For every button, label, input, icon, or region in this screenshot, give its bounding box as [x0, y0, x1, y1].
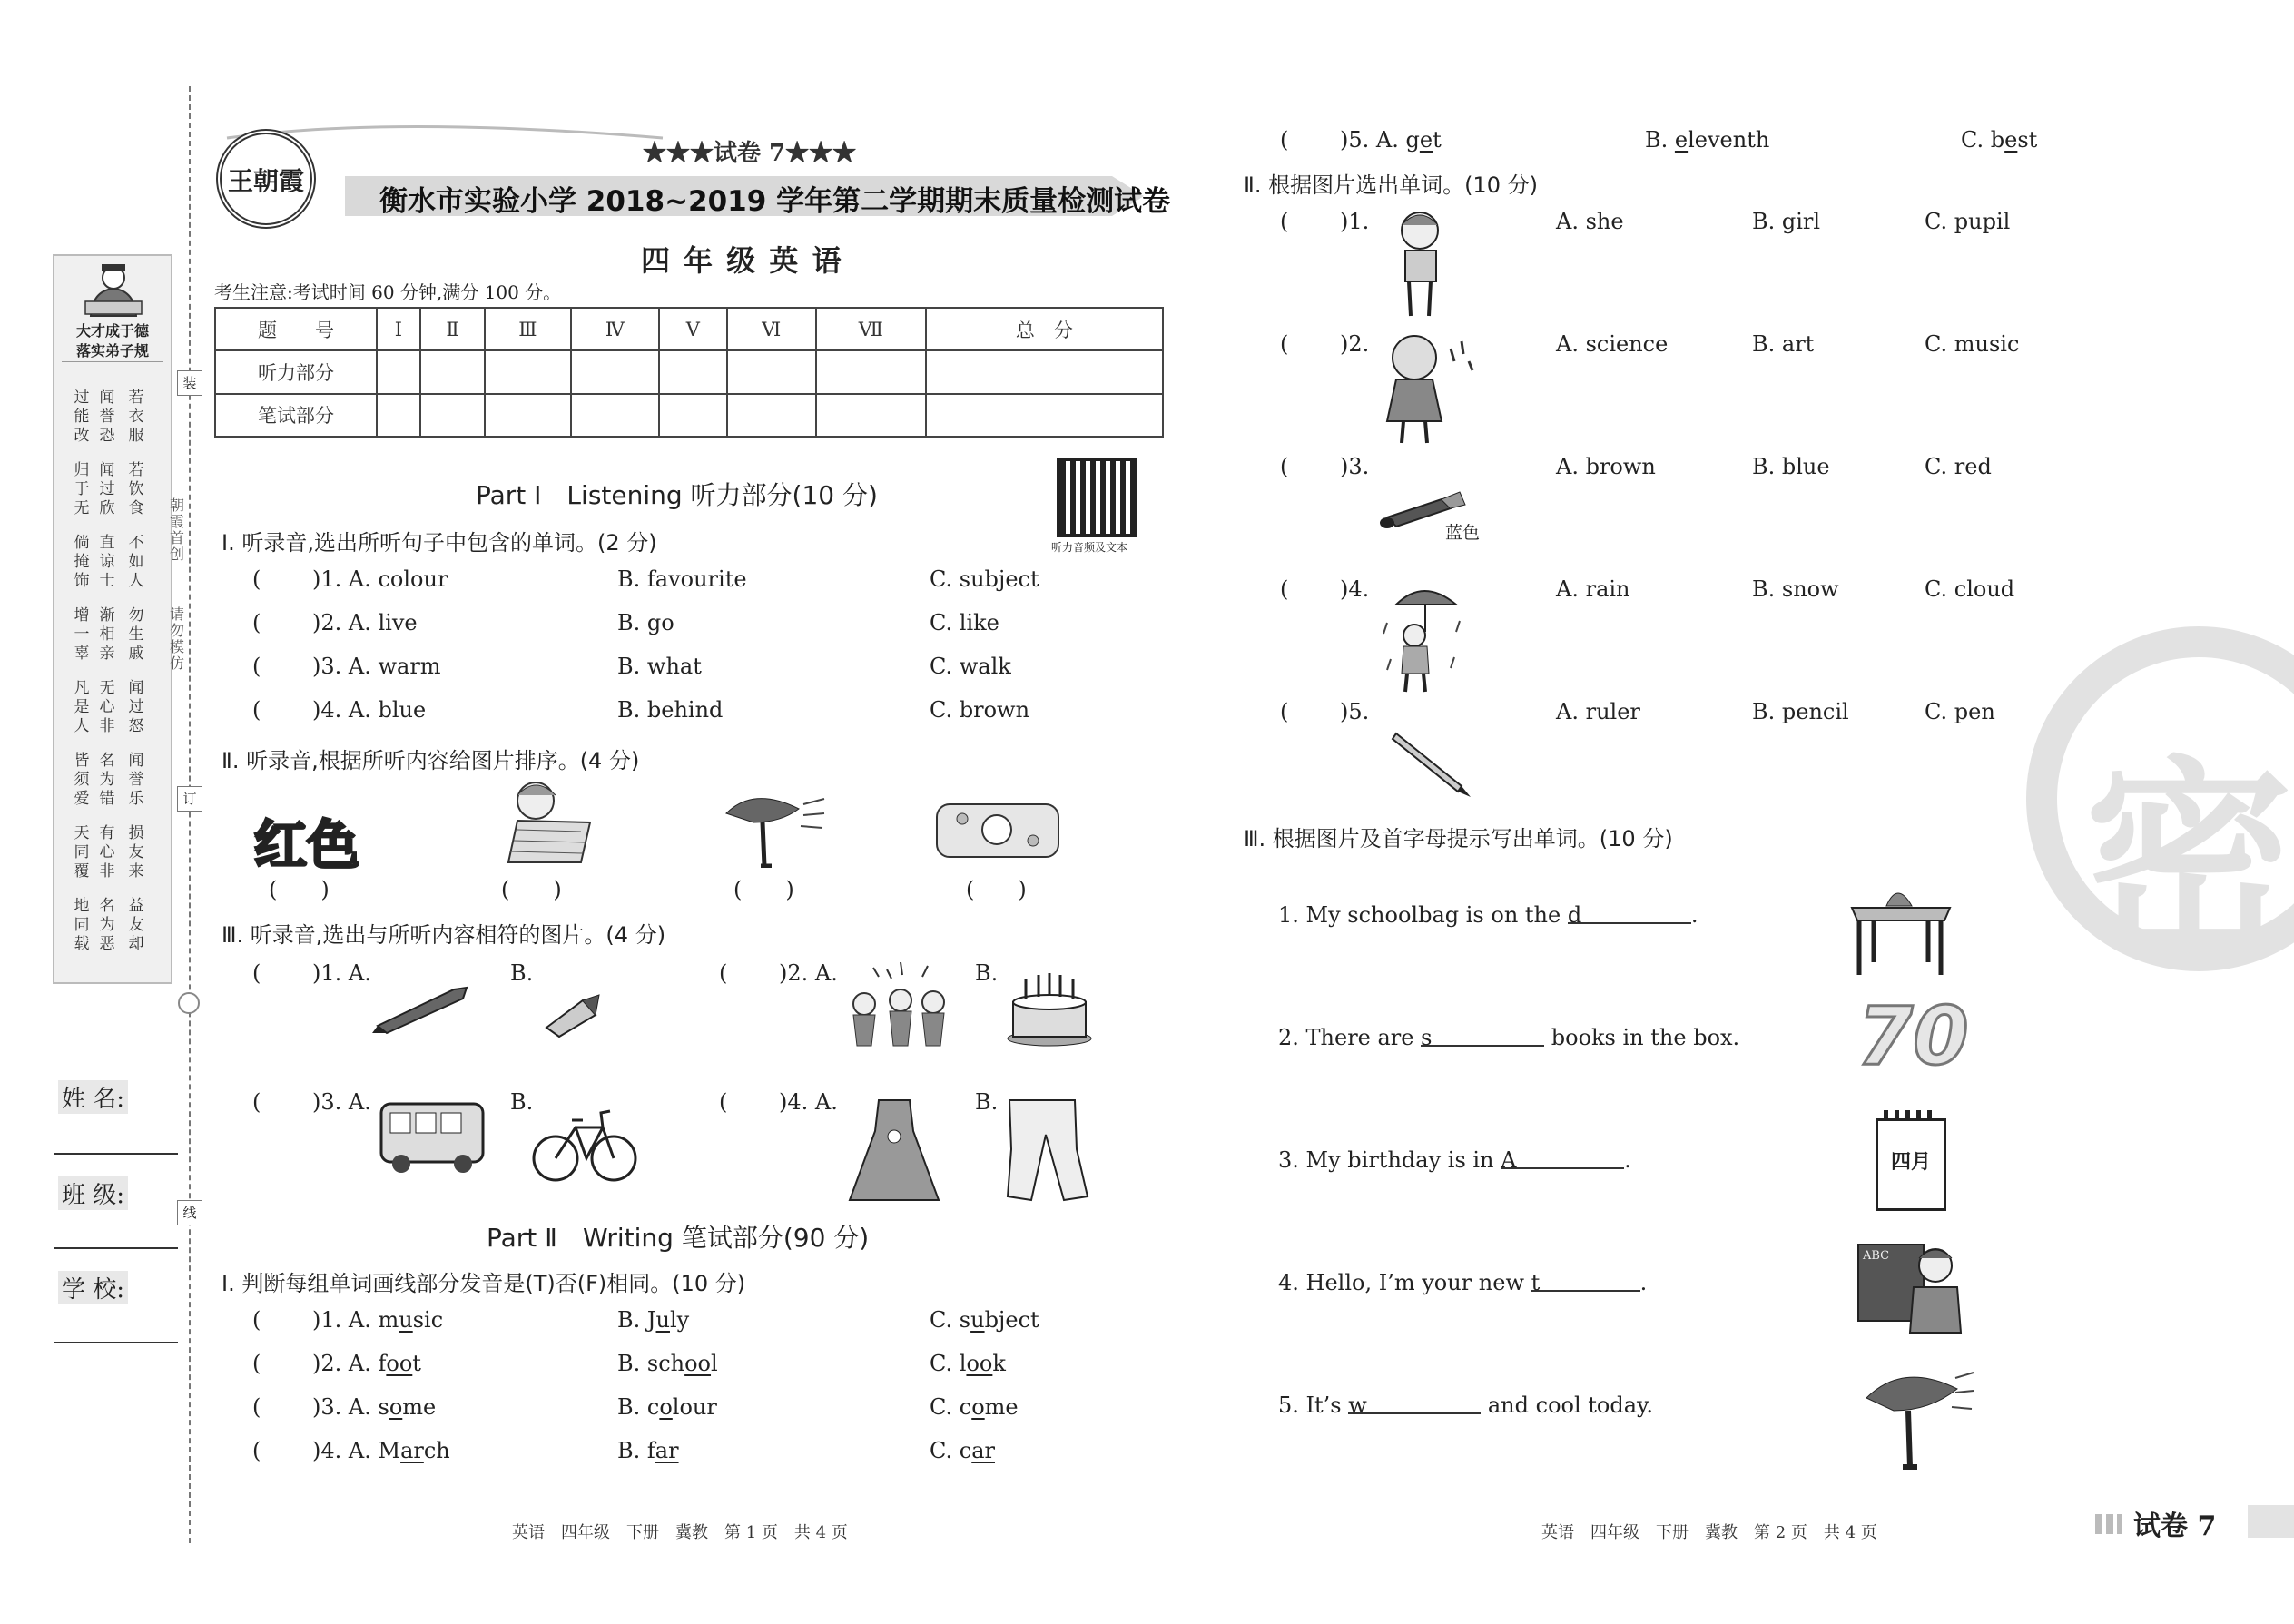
- calendar-pic: [1876, 1118, 1946, 1211]
- sentence-end: and cool today.: [1481, 1393, 1654, 1418]
- option-b: [1645, 127, 1769, 153]
- option-number: )3. A.: [312, 1394, 379, 1420]
- girl-pupil-pic: [1389, 205, 1452, 320]
- paper-tag-bar: [2248, 1505, 2294, 1538]
- sentence-start: 3. My birthday is in: [1278, 1147, 1501, 1173]
- score-cell[interactable]: [659, 350, 727, 393]
- option-number: )2. A.: [312, 1351, 379, 1376]
- poem-column: 勿生戚: [128, 606, 144, 663]
- answer-bracket[interactable]: (: [252, 610, 261, 635]
- word-part: g: [1405, 127, 1420, 153]
- sentence-start: 5. It’s: [1278, 1393, 1349, 1418]
- exam-title: 衡水市实验小学 2018~2019 学年第二学期期末质量检测试卷: [379, 185, 1171, 218]
- underlined-sound: oo: [966, 1351, 993, 1376]
- word-part: B. f: [617, 1438, 655, 1463]
- sentence-end: .: [1624, 1147, 1631, 1173]
- option-c: [1961, 127, 2037, 153]
- poem-column: 益友却: [128, 897, 144, 953]
- score-cell[interactable]: [816, 394, 926, 437]
- word-part: B. sch: [617, 1351, 685, 1376]
- poem-column: 名为恶: [99, 897, 115, 953]
- option-b: B. girl: [1752, 209, 1821, 234]
- score-cell[interactable]: [485, 350, 571, 393]
- p2s2-title: Ⅱ. 根据图片选出单词。(10 分): [1244, 172, 1538, 198]
- fill-in-sentence: [1278, 1147, 1631, 1173]
- option-b: B. favourite: [617, 566, 747, 592]
- paper-badge: ★★★试卷 7★★★: [643, 140, 857, 167]
- question-number: )1.: [1340, 209, 1370, 234]
- word-part: C. c: [930, 1438, 972, 1463]
- poem-column: 损友来: [128, 824, 144, 881]
- score-cell[interactable]: [926, 394, 1163, 437]
- score-header-cell: 题 号: [215, 308, 377, 350]
- p2s1-title: Ⅰ. 判断每组单词画线部分发音是(T)否(F)相同。(10 分): [222, 1271, 746, 1296]
- score-cell[interactable]: [816, 350, 926, 393]
- answer-bracket[interactable]: (: [1280, 209, 1289, 234]
- order-bracket-3[interactable]: ( ): [733, 877, 794, 902]
- score-cell[interactable]: [659, 394, 727, 437]
- answer-bracket[interactable]: (: [252, 566, 261, 592]
- word-part: C. l: [930, 1351, 967, 1376]
- underlined-sound: ar: [971, 1438, 995, 1463]
- score-cell[interactable]: [485, 394, 571, 437]
- school-label: 学 校:: [58, 1271, 128, 1304]
- poem-column: 闻誉乐: [128, 752, 144, 808]
- underlined-sound: ar: [655, 1438, 679, 1463]
- score-cell[interactable]: [926, 350, 1163, 393]
- option-b: [617, 1394, 717, 1420]
- teacher-figure: [1903, 1244, 1966, 1334]
- word-part: s: [378, 1394, 389, 1420]
- score-row-listening: [215, 350, 1163, 393]
- poem-column: 直谅士: [99, 534, 115, 590]
- word-part: f: [378, 1351, 387, 1376]
- option-c: [930, 1307, 1039, 1333]
- score-cell[interactable]: [377, 350, 420, 393]
- poem-column: 名为错: [99, 752, 115, 808]
- p1s3-q3-label: )3. A.: [312, 1089, 371, 1115]
- score-cell[interactable]: [727, 394, 816, 437]
- pen-pic-2: [1387, 726, 1478, 799]
- seal-mark-2: 订: [177, 786, 202, 812]
- question-number: )3.: [1340, 454, 1370, 479]
- answer-bracket[interactable]: (: [1280, 331, 1289, 357]
- underlined-sound: u: [970, 1307, 985, 1333]
- poem-column: 地同载: [74, 897, 90, 953]
- p1s3-q3-b: B.: [510, 1089, 534, 1115]
- pen-pic: [372, 980, 472, 1035]
- option-c: C. red: [1925, 454, 1992, 479]
- score-header-cell: 总 分: [926, 308, 1163, 350]
- poem-column: 渐相亲: [99, 606, 115, 663]
- word-part: t: [412, 1351, 421, 1376]
- word-part: B. J: [617, 1307, 656, 1333]
- score-row-label: 听力部分: [215, 350, 377, 393]
- underlined-sound: oo: [386, 1351, 413, 1376]
- vertical-note-1: 朝霞首创: [169, 497, 184, 563]
- option-c: [930, 1351, 1006, 1376]
- exam-notice: 考生注意:考试时间 60 分钟,满分 100 分。: [214, 281, 562, 303]
- option-b: B. blue: [1752, 454, 1830, 479]
- motto-line-2: 落实弟子规: [75, 342, 149, 359]
- option-c: C. pen: [1925, 699, 1995, 724]
- footer-page1: 英语 四年级 下册 冀教 第 1 页 共 4 页: [512, 1523, 848, 1542]
- word-part: C. s: [930, 1307, 971, 1333]
- secret-seal-text: 密: [2084, 740, 2294, 982]
- secret-seal-icon: [2026, 626, 2294, 982]
- option-b: B. pencil: [1752, 699, 1849, 724]
- option-b: B. go: [617, 610, 674, 635]
- score-cell[interactable]: [571, 394, 659, 437]
- option-a: A. she: [1556, 209, 1624, 234]
- option-c: [930, 1438, 995, 1463]
- word-part: ly: [669, 1307, 690, 1333]
- dress-pic: [844, 1095, 944, 1204]
- option-a: A. ruler: [1556, 699, 1640, 724]
- word-part: l: [711, 1351, 718, 1376]
- hint-letter: A: [1501, 1147, 1517, 1173]
- poem-column: 皆须爱: [74, 752, 90, 808]
- sentence-start: 2. There are: [1278, 1025, 1422, 1050]
- score-cell[interactable]: [420, 394, 485, 437]
- part1-title: Part Ⅰ Listening 听力部分(10 分): [476, 480, 878, 510]
- fill-in-sentence: [1278, 1270, 1647, 1295]
- answer-blank[interactable]: [1421, 1025, 1544, 1050]
- sentence-start: 1. My schoolbag is on the: [1278, 902, 1568, 928]
- word-part: me: [402, 1394, 437, 1420]
- answer-bracket[interactable]: (: [1280, 699, 1289, 724]
- score-row-writing: [215, 394, 1163, 437]
- option-c: C. music: [1925, 331, 2020, 357]
- word-part: C. b: [1961, 127, 2005, 153]
- score-row-label: 笔试部分: [215, 394, 377, 437]
- answer-blank[interactable]: [1348, 1393, 1481, 1418]
- option-a: )4. A. blue: [312, 697, 427, 723]
- word-part: me: [984, 1394, 1019, 1420]
- seal-mark-3: 线: [177, 1200, 202, 1225]
- windy-tree-pic: [717, 786, 826, 868]
- option-c: [930, 1394, 1019, 1420]
- option-number: )1. A.: [312, 1307, 379, 1333]
- sentence-start: 4. Hello, I’m your new: [1278, 1270, 1531, 1295]
- score-header-cell: Ⅰ: [377, 308, 420, 350]
- sentence-end: .: [1639, 1270, 1648, 1295]
- option-c: C. cloud: [1925, 576, 2015, 602]
- underlined-sound: ar: [400, 1438, 424, 1463]
- answer-bracket[interactable]: (: [252, 654, 261, 679]
- score-header-cell: Ⅱ: [420, 308, 485, 350]
- pants-pic: [1000, 1095, 1091, 1204]
- poem-column: 有心非: [99, 824, 115, 881]
- poem-column: 归于无: [74, 461, 90, 517]
- p1s3-q3-open[interactable]: (: [252, 1089, 261, 1115]
- option-c: C. walk: [930, 654, 1011, 679]
- p1s3-q1-open[interactable]: (: [252, 960, 261, 986]
- order-bracket-2[interactable]: ( ): [501, 877, 562, 902]
- windy-tree-pic-2: [1857, 1362, 1975, 1471]
- name-field[interactable]: [54, 1153, 178, 1155]
- footer-page2: 英语 四年级 下册 冀教 第 2 页 共 4 页: [1541, 1523, 1877, 1542]
- option-a: [312, 1307, 443, 1333]
- word-part: ch: [423, 1438, 450, 1463]
- score-header-cell: Ⅴ: [659, 308, 727, 350]
- option-number: )5. A.: [1340, 127, 1406, 153]
- answer-bracket[interactable]: (: [252, 1438, 261, 1463]
- answer-blank[interactable]: [1531, 1270, 1640, 1295]
- answer-bracket[interactable]: (: [252, 1307, 261, 1333]
- class-field[interactable]: [54, 1247, 178, 1249]
- sentence-end: .: [1690, 902, 1698, 928]
- fill-in-sentence: [1278, 1025, 1739, 1050]
- score-cell[interactable]: [727, 350, 816, 393]
- birthday-cake-pic: [1004, 966, 1095, 1048]
- option-a: [312, 1394, 436, 1420]
- p1s3-q2-b: B.: [975, 960, 999, 986]
- name-label: 姓 名:: [58, 1080, 128, 1114]
- qr-code-icon[interactable]: [1057, 458, 1137, 537]
- score-cell[interactable]: [377, 394, 420, 437]
- bus-pic: [378, 1095, 487, 1176]
- word-part: st: [2017, 127, 2038, 153]
- underlined-sound: o: [971, 1394, 985, 1420]
- underlined-sound: e: [2004, 127, 2018, 153]
- word-part: m: [378, 1307, 399, 1333]
- underlined-sound: o: [389, 1394, 403, 1420]
- answer-bracket[interactable]: (: [1280, 454, 1289, 479]
- calendar-text: 四月: [1890, 1150, 1931, 1174]
- p1s3-title: Ⅲ. 听录音,选出与所听内容相符的图片。(4 分): [222, 922, 666, 948]
- answer-bracket[interactable]: (: [252, 1351, 261, 1376]
- option-b: [617, 1307, 689, 1333]
- fill-in-sentence: [1278, 1393, 1653, 1418]
- question-number: )5.: [1340, 699, 1370, 724]
- option-b: [617, 1351, 718, 1376]
- number-seventy-pic: 70: [1857, 989, 1969, 1083]
- option-b: B. snow: [1752, 576, 1839, 602]
- score-header-cell: Ⅶ: [816, 308, 926, 350]
- punch-hole-icon: [178, 992, 200, 1014]
- rain-umbrella-pic: [1378, 577, 1469, 695]
- calendar-rings: [1884, 1110, 1938, 1121]
- teacher-pic: [1857, 1244, 1966, 1334]
- part2-title: Part Ⅱ Writing 笔试部分(90 分): [487, 1223, 870, 1253]
- poem-column: 过能改: [74, 389, 90, 445]
- motto-line-1: 大才成于德: [75, 322, 149, 340]
- word-part: lour: [672, 1394, 717, 1420]
- poem-column: 若衣服: [128, 389, 144, 445]
- question-number: )2.: [1340, 331, 1370, 357]
- singing-girl-pic: [1378, 330, 1478, 445]
- option-b: B. what: [617, 654, 702, 679]
- underlined-sound: o: [659, 1394, 673, 1420]
- answer-bracket[interactable]: (: [1280, 576, 1289, 602]
- option-a: [312, 1438, 450, 1463]
- question-number: )4.: [1340, 576, 1370, 602]
- underlined-sound: e: [1419, 127, 1433, 153]
- poem-column: 不如人: [128, 534, 144, 590]
- pencil-box-pic: [935, 799, 1062, 862]
- score-header-cell: Ⅳ: [571, 308, 659, 350]
- qr-caption: 听力音频及文本: [1051, 541, 1128, 554]
- answer-bracket[interactable]: (: [252, 1394, 261, 1420]
- blackboard-text: ABC: [1863, 1249, 1890, 1263]
- paper-tag: 试卷 7: [2133, 1503, 2216, 1543]
- option-a: A. brown: [1556, 454, 1656, 479]
- p1s2-title: Ⅱ. 听录音,根据所听内容给图片排序。(4 分): [222, 748, 640, 773]
- option-c: C. like: [930, 610, 999, 635]
- score-cell[interactable]: [571, 350, 659, 393]
- underlined-sound: oo: [684, 1351, 712, 1376]
- answer-bracket[interactable]: (: [1280, 127, 1289, 153]
- word-part: B.: [1645, 127, 1675, 153]
- bicycle-pic: [530, 1095, 639, 1186]
- hint-letter: t: [1531, 1270, 1541, 1295]
- school-field[interactable]: [54, 1342, 178, 1343]
- option-b: [617, 1438, 679, 1463]
- score-header-cell: Ⅵ: [727, 308, 816, 350]
- sentence-end: books in the box.: [1544, 1025, 1740, 1050]
- paint-label: 蓝色: [1445, 523, 1481, 543]
- answer-bracket[interactable]: (: [252, 697, 261, 723]
- exam-subtitle: 四 年 级 英 语: [641, 243, 843, 278]
- option-b: B. art: [1752, 331, 1815, 357]
- poem-column: 闻誉恐: [99, 389, 115, 445]
- word-part: t: [1433, 127, 1442, 153]
- p1s3-q1-label: )1. A.: [312, 960, 371, 986]
- fill-in-sentence: [1278, 902, 1698, 928]
- word-part: M: [378, 1438, 401, 1463]
- option-a: )3. A. warm: [312, 654, 441, 679]
- option-c: C. pupil: [1925, 209, 2011, 234]
- underlined-sound: e: [1674, 127, 1689, 153]
- poem-column: 若饮食: [128, 461, 144, 517]
- hint-letter: s: [1421, 1025, 1433, 1050]
- binding-dashed-line: [189, 86, 191, 1543]
- p1s3-q4-open[interactable]: (: [719, 1089, 728, 1115]
- logo-badge: [216, 129, 316, 229]
- class-label: 班 级:: [58, 1176, 128, 1210]
- score-header-row: [215, 308, 1163, 350]
- underlined-sound: u: [399, 1307, 413, 1333]
- option-a: )2. A. live: [312, 610, 418, 635]
- option-a: [1340, 127, 1442, 153]
- poem-column: 闻过欣: [99, 461, 115, 517]
- p2s3-title: Ⅲ. 根据图片及首字母提示写出单词。(10 分): [1244, 826, 1673, 851]
- option-number: )4. A.: [312, 1438, 379, 1463]
- p1s3-q4-label: )4. A.: [779, 1089, 838, 1115]
- option-c: C. subject: [930, 566, 1039, 592]
- word-part: B. c: [617, 1394, 660, 1420]
- option-b: B. behind: [617, 697, 724, 723]
- order-bracket-1[interactable]: ( ): [269, 877, 330, 902]
- p1s1-title: Ⅰ. 听录音,选出所听句子中包含的单词。(2 分): [222, 530, 657, 556]
- answer-blank[interactable]: [1501, 1147, 1624, 1173]
- crayon-pic: [541, 993, 605, 1038]
- p1s3-q4-b: B.: [975, 1089, 999, 1115]
- p1s3-q2-label: )2. A.: [779, 960, 838, 986]
- poem-column: 增一辜: [74, 606, 90, 663]
- word-part: C. c: [930, 1394, 972, 1420]
- boy-at-desk-pic: [490, 775, 599, 866]
- score-table: [214, 307, 1164, 438]
- score-cell[interactable]: [420, 350, 485, 393]
- scholar-figure-icon: [82, 261, 145, 318]
- paper-tag-marks: [2095, 1514, 2122, 1534]
- p1s3-q2-open[interactable]: (: [719, 960, 728, 986]
- word-part: bject: [984, 1307, 1039, 1333]
- option-a: A. science: [1556, 331, 1669, 357]
- score-header-cell: Ⅲ: [485, 308, 571, 350]
- poem-column: 天同覆: [74, 824, 90, 881]
- p1s3-q1-b: B.: [510, 960, 534, 986]
- red-color-word-pic: 红色: [254, 814, 360, 876]
- option-c: C. brown: [930, 697, 1030, 723]
- word-part: sic: [412, 1307, 444, 1333]
- poem-column: 倘掩饰: [74, 534, 90, 590]
- poem-column: 闻过怒: [128, 679, 144, 735]
- answer-blank[interactable]: [1567, 902, 1691, 928]
- poem-column: 凡是人: [74, 679, 90, 735]
- word-part: leventh: [1688, 127, 1770, 153]
- hint-letter: w: [1348, 1393, 1367, 1418]
- option-a: )1. A. colour: [312, 566, 448, 592]
- hint-letter: d: [1567, 902, 1582, 928]
- vertical-note-2: 请勿模仿: [169, 605, 184, 672]
- seal-mark-1: 装: [177, 370, 202, 396]
- desk-pic: [1846, 881, 1955, 977]
- motto-divider: [62, 361, 163, 362]
- order-bracket-4[interactable]: ( ): [966, 877, 1027, 902]
- underlined-sound: u: [655, 1307, 670, 1333]
- word-part: k: [992, 1351, 1006, 1376]
- logo-text: 王朝霞: [227, 166, 304, 196]
- poem-column: 无心非: [99, 679, 115, 735]
- children-festival-pic: [837, 959, 955, 1049]
- option-a: A. rain: [1556, 576, 1630, 602]
- option-a: [312, 1351, 421, 1376]
